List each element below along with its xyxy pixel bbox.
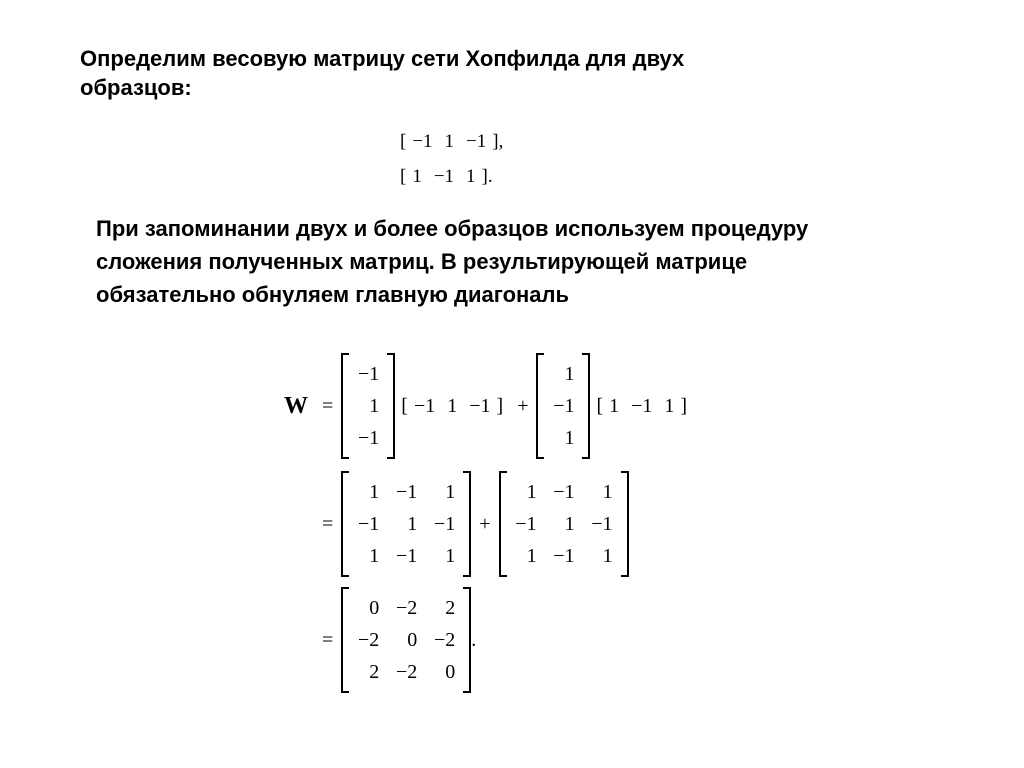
row2-entry-3: 1: [664, 394, 675, 417]
outer-product-matrix-2: [499, 472, 629, 576]
col1-entry-1: −1: [358, 363, 380, 385]
col1-entry-2: 1: [369, 395, 380, 417]
result-cell: 0: [369, 597, 380, 619]
outer1-cell: 1: [445, 545, 456, 567]
outer-product-matrix-1: [341, 472, 471, 576]
result-cell: −2: [358, 629, 380, 651]
equation-row-1: [284, 354, 693, 458]
outer1-cell: 1: [445, 481, 456, 503]
pattern-2-value-3: 1: [466, 166, 476, 187]
row-vector-1: [ −1 1 −1 ]: [401, 394, 504, 417]
result-cell: 0: [407, 629, 418, 651]
equals-sign-3: =: [322, 628, 334, 651]
pattern-2-value-2: −1: [433, 166, 455, 187]
column-vector-2: [536, 354, 590, 458]
result-cell: −2: [396, 597, 418, 619]
pattern-1-value-1: −1: [412, 131, 433, 152]
paragraph-line-3: обязательно обнуляем главную диагональ: [96, 282, 570, 307]
w-symbol: W: [284, 392, 308, 419]
pattern-1-value-3: −1: [466, 131, 487, 152]
equation-row-2: [314, 472, 629, 576]
outer1-cell: −1: [434, 513, 456, 535]
outer1-cell: 1: [369, 545, 380, 567]
column-vector-1: [341, 354, 395, 458]
col2-entry-3: 1: [564, 427, 575, 449]
outer1-cell: 1: [369, 481, 380, 503]
col2-entry-1: 1: [564, 363, 575, 385]
row2-entry-1: 1: [609, 394, 620, 417]
result-cell: 0: [445, 661, 456, 683]
outer2-cell: −1: [591, 513, 613, 535]
equals-sign-1: =: [322, 394, 334, 417]
result-cell: −2: [396, 661, 418, 683]
row-vector-2: [ 1 −1 1 ]: [596, 394, 688, 417]
outer1-cell: −1: [358, 513, 380, 535]
result-weight-matrix: [341, 588, 471, 692]
pattern-1-open: [: [400, 131, 407, 152]
plus-sign-2: +: [479, 512, 491, 535]
paragraph-line-1: При запоминании двух и более образцов используем процедуру: [96, 216, 809, 241]
row1-entry-3: −1: [469, 394, 491, 417]
plus-sign-1: +: [517, 394, 529, 417]
outer2-cell: −1: [553, 481, 575, 503]
final-period: .: [471, 628, 477, 651]
pattern-2-open: [: [400, 166, 407, 187]
outer2-cell: 1: [602, 545, 613, 567]
equation-row-3: [314, 588, 476, 692]
paragraph-line-2: сложения полученных матриц. В результирующей матрице: [96, 249, 748, 274]
outer1-cell: −1: [396, 545, 418, 567]
outer2-cell: 1: [526, 481, 537, 503]
row1-entry-1: −1: [413, 394, 436, 417]
col2-entry-2: −1: [553, 395, 575, 417]
outer2-cell: 1: [526, 545, 537, 567]
row2-entry-2: −1: [631, 394, 653, 417]
outer1-cell: −1: [396, 481, 418, 503]
pattern-1-close: ],: [492, 131, 504, 152]
outer2-cell: −1: [515, 513, 537, 535]
result-cell: 2: [369, 661, 380, 683]
outer2-cell: −1: [553, 545, 575, 567]
outer1-cell: 1: [407, 513, 418, 535]
result-cell: 2: [445, 597, 456, 619]
outer2-cell: 1: [564, 513, 575, 535]
heading-line-2: образцов:: [80, 75, 192, 100]
result-cell: −2: [434, 629, 456, 651]
pattern-1-value-2: 1: [444, 131, 455, 152]
heading-line-1: Определим весовую матрицу сети Хопфилда для двух: [80, 46, 685, 71]
pattern-2-value-1: 1: [412, 166, 422, 187]
row1-entry-2: 1: [447, 394, 458, 417]
col1-entry-3: −1: [358, 427, 380, 449]
pattern-2-close: ].: [481, 166, 493, 187]
equals-sign-2: =: [322, 512, 334, 535]
outer2-cell: 1: [602, 481, 613, 503]
